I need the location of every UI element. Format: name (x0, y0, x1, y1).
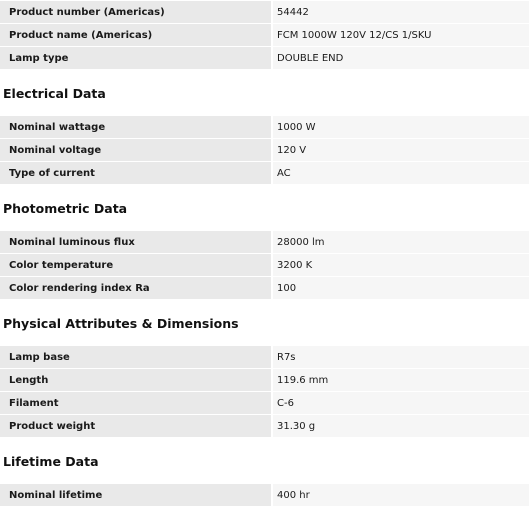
section-title-electrical: Electrical Data (3, 86, 106, 101)
section-title-photometric: Photometric Data (3, 201, 128, 216)
row-label: Nominal lifetime (0, 484, 272, 507)
table-row (0, 47, 529, 70)
table-row (0, 369, 529, 392)
photometric-data-table (0, 230, 529, 300)
table-row (0, 231, 529, 254)
row-value: FCM 1000W 120V 12/CS 1/SKU (272, 24, 529, 47)
row-value: 54442 (272, 1, 529, 24)
row-label: Length (0, 369, 272, 392)
row-label: Nominal luminous flux (0, 231, 272, 254)
table-row (0, 346, 529, 369)
table-row (0, 254, 529, 277)
row-label: Product number (Americas) (0, 1, 272, 24)
row-value: 100 (272, 277, 529, 300)
row-value: 31.30 g (272, 415, 529, 438)
table-row (0, 162, 529, 185)
row-label: Nominal wattage (0, 116, 272, 139)
row-label: Filament (0, 392, 272, 415)
row-label: Product name (Americas) (0, 24, 272, 47)
lifetime-data-table (0, 483, 529, 507)
row-value: 400 hr (272, 484, 529, 507)
table-row (0, 116, 529, 139)
product-info-table (0, 0, 529, 70)
row-label: Color temperature (0, 254, 272, 277)
section-title-physical: Physical Attributes & Dimensions (3, 316, 239, 331)
row-value: 120 V (272, 139, 529, 162)
table-row (0, 484, 529, 507)
row-label: Type of current (0, 162, 272, 185)
row-value: 3200 K (272, 254, 529, 277)
table-row (0, 277, 529, 300)
row-value: 1000 W (272, 116, 529, 139)
row-label: Lamp type (0, 47, 272, 70)
row-value: C-6 (272, 392, 529, 415)
row-label: Color rendering index Ra (0, 277, 272, 300)
row-value: DOUBLE END (272, 47, 529, 70)
row-label: Product weight (0, 415, 272, 438)
row-value: R7s (272, 346, 529, 369)
physical-attributes-table (0, 345, 529, 438)
table-row (0, 24, 529, 47)
electrical-data-table (0, 115, 529, 185)
row-value: AC (272, 162, 529, 185)
row-value: 119.6 mm (272, 369, 529, 392)
table-row (0, 139, 529, 162)
row-value: 28000 lm (272, 231, 529, 254)
row-label: Nominal voltage (0, 139, 272, 162)
section-title-lifetime: Lifetime Data (3, 454, 99, 469)
table-row (0, 1, 529, 24)
row-label: Lamp base (0, 346, 272, 369)
table-row (0, 415, 529, 438)
table-row (0, 392, 529, 415)
